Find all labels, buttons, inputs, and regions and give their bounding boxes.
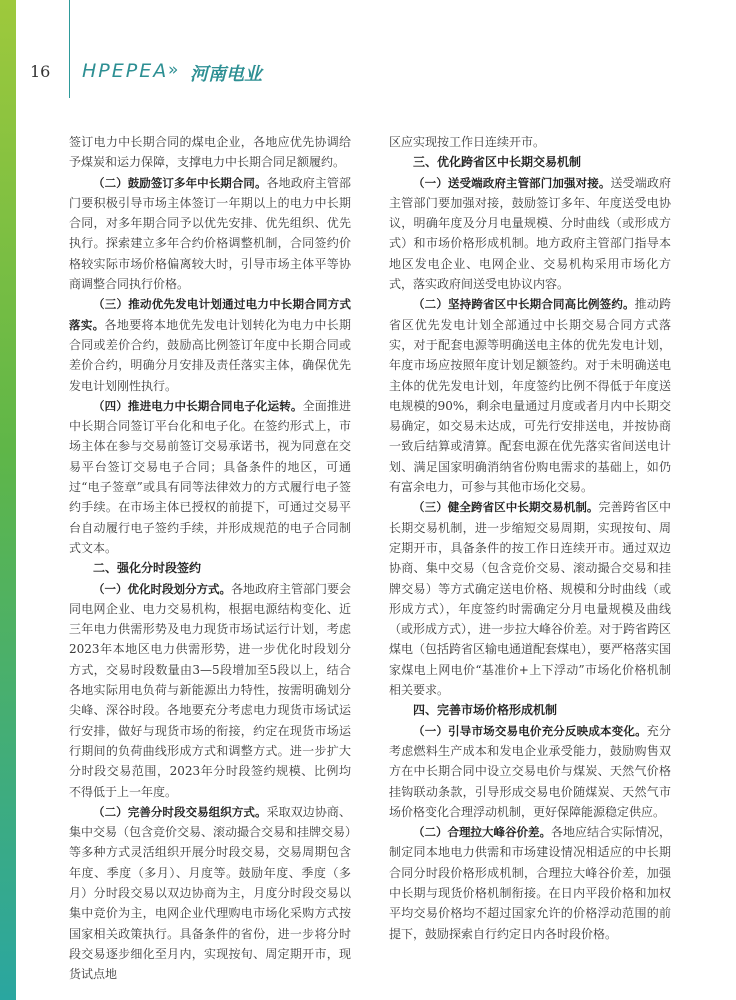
subsection-title: （二）合理拉大峰谷价差。 xyxy=(413,825,551,840)
paragraph xyxy=(69,579,351,802)
paragraph-text: 采取双边协商、集中交易（包含竞价交易、滚动撮合交易和挂牌交易）等多种方式灵活组织开展分时段交易，交易周期包含年度、季度（多月）、月度等。鼓励年度、季度（多月）分时段交易以双边协商为主，月度分时段交易以集中竞价为主，电网企业代理购电市场化采购方式按国家相关政策执行。具备条件的省份，进一步将分时段交易逐步细化至月内，实现按旬、周定期开市，现货试点地 xyxy=(69,804,352,982)
page-number: 16 xyxy=(30,62,51,81)
paragraph xyxy=(69,802,351,985)
paragraph-text: 全面推进中长期合同签订平台化和电子化。在签约形式上，市场主体在参与交易前签订交易承诺书，视为同意在交易平台签订交易电子合同；具备条件的地区，可通过“电子签章”或具有同等法律效力的方式履行电子签约手续。在市场主体已授权的前提下，可通过交易平台自动履行电子签约手续，并形成规范的电子合同制式文本。 xyxy=(69,398,351,555)
paragraph-text: 各地政府主管部门要会同电网企业、电力交易机构，根据电源结构变化、近三年电力供需形势及电力现货市场试运行计划，考虑2023年本地区电力供需形势，进一步优化时段划分方式，交易时段数量由3—5段增加至5段以上，结合各地实际用电负荷与新能源出力特性，按需明确划分尖峰、深谷时段。各地要充分考虑电力现货市场试运行安排，做好与现货市场的衔接，约定在现货市场运行期间的负荷曲线形成方式和调整方式。进一步扩大分时段交易范围，2023年分时段签约规模、比例均不得低于上一年度。 xyxy=(69,581,352,799)
magazine-logo-chinese: 河南电业 xyxy=(190,64,262,85)
paragraph-text: 各地要将本地优先发电计划转化为电力中长期合同或差价合约，鼓励高比例签订年度中长期合同或差价合约，明确分月安排及责任落实主体，确保优先发电计划刚性执行。 xyxy=(69,317,351,393)
paragraph xyxy=(389,822,671,944)
paragraph xyxy=(69,132,351,173)
subsection-title: （一）引导市场交易电价充分反映成本变化。 xyxy=(413,723,647,738)
section-heading: 三、优化跨省区中长期交易机制 xyxy=(413,155,582,170)
paragraph-text: 送受端政府主管部门要加强对接，鼓励签订多年、年度送受电协议，明确年度及分月电量规模、分时曲线（或形成方式）和市场价格形成机制。地方政府主管部门指导本地区发电企业、电网企业、交易机构采用市场化方式，落实政府间送受电协议内容。 xyxy=(389,175,671,292)
subsection-title: （一）送受端政府主管部门加强对接。 xyxy=(413,175,611,190)
subsection-title: （二）完善分时段交易组织方式。 xyxy=(93,804,267,819)
subsection-title: （三）推动优先发电计划通过电力中长期合同方式落实。 xyxy=(69,297,351,332)
article-column-right xyxy=(389,132,671,944)
paragraph xyxy=(389,497,671,700)
paragraph xyxy=(389,721,671,822)
subsection-title: （二）鼓励签订多年中长期合同。 xyxy=(93,175,267,190)
paragraph xyxy=(389,173,671,295)
header-divider xyxy=(69,0,70,98)
page-side-stripe xyxy=(0,0,16,1000)
paragraph xyxy=(389,132,671,152)
paragraph-text: 推动跨省区优先发电计划全部通过中长期交易合同方式落实，对于配套电源等明确送电主体的优先发电计划，年度市场应按照年度计划足额签约。对于未明确送电主体的优先发电计划，年度签约比例不得低于年度送电规模的90%，剩余电量通过月度或者月内中长期交易确定，如交易未达成，可先行安排送电，并按协商一致后结算或清算。配套电源在优先落实省间送电计划、满足国家明确消纳省份购电需求的基础上，如仍有富余电力，可参与其他市场化交易。 xyxy=(389,297,671,495)
paragraph-text: 区应实现按工作日连续开市。 xyxy=(389,135,546,149)
paragraph-text: 充分考虑燃料生产成本和发电企业承受能力，鼓励购售双方在中长期合同中设立交易电价与煤炭、天然气价格挂钩联动条款，引导形成交易电价随煤炭、天然气市场价格变化合理浮动机制，更好保障能源稳定供应。 xyxy=(389,723,671,819)
paragraph xyxy=(69,294,351,395)
subsection-title: （三）健全跨省区中长期交易机制。 xyxy=(413,500,599,515)
paragraph xyxy=(69,396,351,558)
article-column-left xyxy=(69,132,351,984)
paragraph-text: 完善跨省区中长期交易机制，进一步缩短交易周期，实现按旬、周定期开市，具备条件的按工作日连续开市。通过双边协商、集中交易（包含竞价交易、滚动撮合交易和挂牌交易）等方式确定送电价格、规模和分时曲线（或形成方式），年度签约时需确定分月电量规模及曲线（或形成方式），进一步拉大峰谷价差。对于跨省跨区煤电（包括跨省区输电通道配套煤电），要严格落实国家煤电上网电价“基准价+上下浮动”市场化价格机制相关要求。 xyxy=(389,500,672,698)
subsection-title: （一）优化时段划分方式。 xyxy=(93,581,231,596)
paragraph xyxy=(389,294,671,497)
section-heading: 四、完善市场价格形成机制 xyxy=(413,703,558,718)
chevron-right-icon: » xyxy=(168,60,179,80)
subsection-title: （四）推进电力中长期合同电子化运转。 xyxy=(93,398,303,413)
paragraph-text: 各地政府主管部门要积极引导市场主体签订一年期以上的电力中长期合同，对多年期合同予以优先安排、优先组织、优先执行。探索建立多年合约价格调整机制，合同签约价格较实际市场价格偏离较大时，引导市场主体平等协商调整合同执行价格。 xyxy=(69,175,351,292)
magazine-logo-latin: HPEPEA xyxy=(82,60,169,82)
subsection-title: （二）坚持跨省区中长期合同高比例签约。 xyxy=(413,297,635,312)
paragraph xyxy=(69,173,351,295)
paragraph-text: 各地应结合实际情况，制定同本地电力供需和市场建设情况相适应的中长期合同分时段价格形成机制，合理拉大峰谷价差，加强中长期与现货价格机制衔接。在日内平段价格和加权平均交易价格均不超过国家允许的价格浮动范围的前提下，鼓励探索自行约定日内各时段价格。 xyxy=(389,825,672,941)
page-header xyxy=(30,58,430,90)
paragraph-text: 签订电力中长期合同的煤电企业，各地应优先协调给予煤炭和运力保障，支撑电力中长期合同足额履约。 xyxy=(69,135,351,170)
section-heading: 二、强化分时段签约 xyxy=(93,561,202,576)
